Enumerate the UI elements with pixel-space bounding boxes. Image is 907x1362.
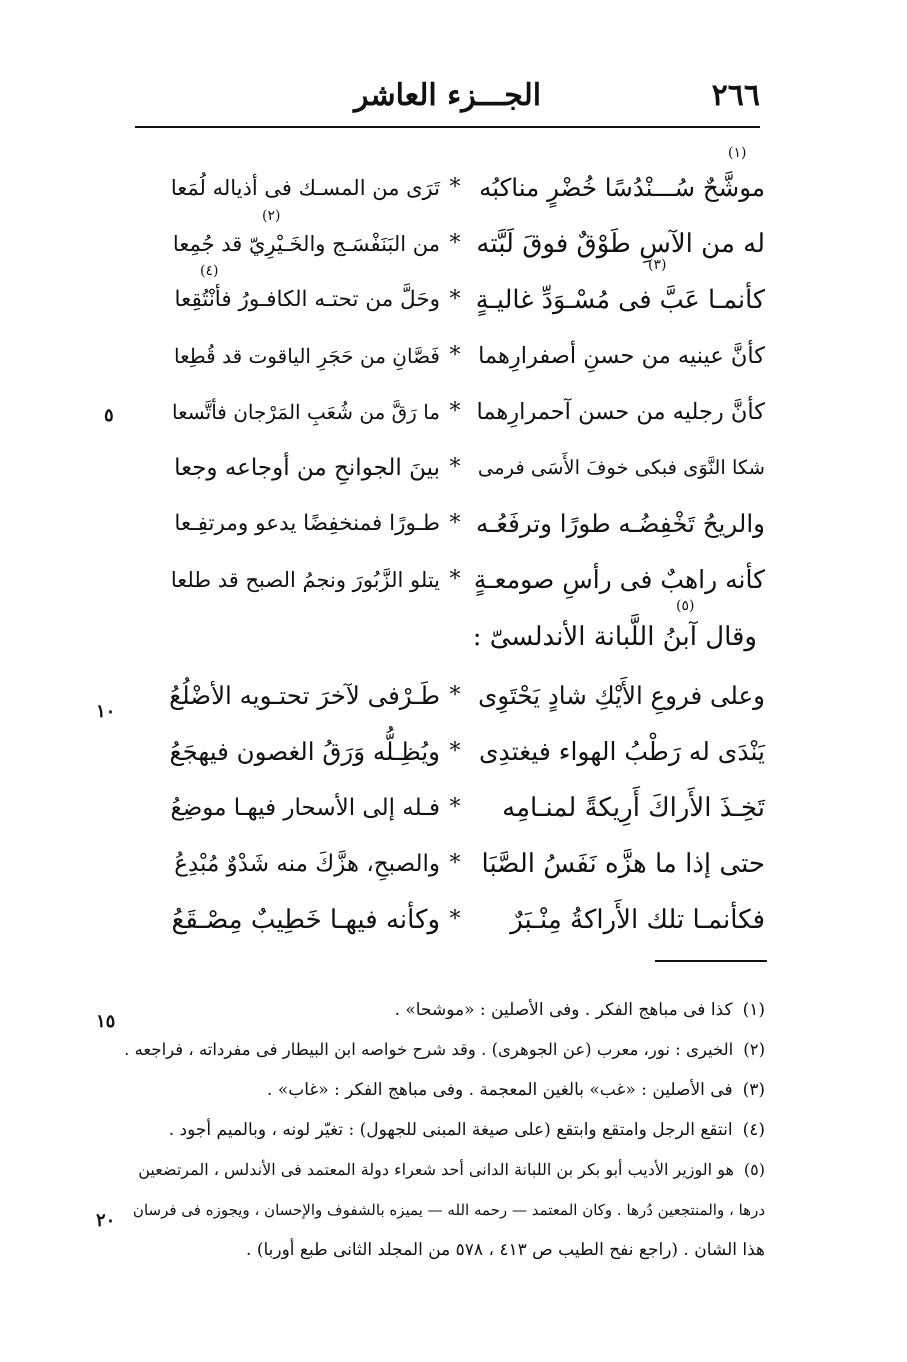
verse-line (170, 216, 765, 272)
footnotes (125, 990, 765, 1270)
verse-second-hemistich: طَـرْفى لآخرَ تحتـويه الأضْلُعُ (169, 681, 440, 710)
footnote-item (125, 990, 765, 1030)
footnote-item (125, 1150, 765, 1190)
footnote-mark-4: (٤) (200, 263, 219, 279)
line-number-margin: ٢٠ (96, 1210, 116, 1231)
footnote-number: (١) (742, 1000, 765, 1020)
hemistich-separator: * (449, 907, 461, 932)
verse-line (170, 780, 765, 836)
hemistich-separator: * (449, 455, 461, 480)
footnote-number: (٤) (742, 1120, 765, 1140)
verse-second-hemistich: وحَلَّ من تحتـه الكافـورُ فأنْتُقِعا (174, 287, 440, 312)
hemistich-separator: * (449, 567, 461, 592)
footnote-rule (655, 960, 767, 962)
hemistich-separator: * (449, 287, 461, 312)
hemistich-separator: * (449, 399, 461, 424)
verse-line (170, 892, 765, 948)
hemistich-separator: * (449, 795, 461, 820)
footnote-number: (٥) (743, 1160, 765, 1179)
verse-second-hemistich: وكأنه فيهـا خَطِيبٌ مِصْـقَعُ (171, 905, 440, 935)
verse-line (170, 440, 765, 496)
footnote-text: الخيرى : نور، معرب (عن الجوهرى) . وقد شرح خواصه ابن البيطار فى مفرداته ، فراجعه . (124, 1040, 734, 1059)
verse-first-hemistich: تَخِـذَ الأَراكَ أَرِيكةً لمنـامِه (502, 793, 765, 823)
poem-first (170, 160, 765, 608)
verse-line (170, 496, 765, 552)
verse-second-hemistich: يتلو الزَّبُورَ ونجمُ الصبح قد طلعا (170, 568, 440, 592)
footnote-number: (٢) (743, 1040, 765, 1059)
verse-first-hemistich: موشَّحٌ سُـــنْدُسًا خُضْرٍ مناكبُه (479, 173, 765, 202)
hemistich-separator: * (449, 683, 461, 708)
verse-line (170, 724, 765, 780)
footnote-mark-5: (٥) (676, 598, 695, 614)
verse-first-hemistich: وعلى فروعِ الأَيْكِ شادٍ يَحْتَوِى (478, 681, 765, 710)
verse-line (170, 384, 765, 440)
verse-second-hemistich: تَرَى من المسـك فى أذياله لُمَعا (170, 176, 440, 200)
page-number: ٢٦٦ (711, 78, 760, 113)
verse-line (170, 836, 765, 892)
footnote-mark-2: (٢) (262, 208, 281, 224)
line-number-margin: ١٥ (96, 1011, 116, 1032)
line-number-margin: ٥ (104, 405, 114, 426)
running-title: الجـــزء العاشر (353, 78, 542, 113)
line-number-margin: ١٠ (96, 701, 116, 722)
verse-second-hemistich: ويُظِـلُّه وَرَقُ الغصون فيهجَعُ (169, 737, 440, 766)
hemistich-separator: * (449, 343, 461, 368)
verse-second-hemistich: بينَ الجوانحِ من أوجاعه وجعا (174, 455, 440, 481)
footnote-text: هو الوزير الأديب أبو بكر بن اللبانة الدانى أحد شعراء دولة المعتمد فى الأندلس ، المرتضعين (138, 1160, 734, 1179)
poem-second (170, 668, 765, 948)
footnote-continuation: هذا الشان . (راجع نفح الطيب ص ٤١٣ ، ٥٧٨ من المجلد الثانى طبع أوربا) . (246, 1240, 765, 1260)
footnote-item (125, 1030, 765, 1070)
verse-first-hemistich: كأنمـا عَبَّ فى مُسْـوَدِّ غاليـةٍ (475, 285, 765, 315)
verse-line (170, 272, 765, 328)
verse-line (170, 160, 765, 216)
verse-second-hemistich: ما رَقَّ من شُعَبِ المَرْجان فأتَّسعا (172, 400, 440, 424)
verse-first-hemistich: كأنَّ رجليه من حسن آحمرارِهما (476, 399, 765, 425)
hemistich-separator: * (449, 175, 461, 200)
verse-second-hemistich: فـله إلى الأسحار فيهـا موضِعُ (170, 795, 440, 821)
verse-second-hemistich: والصبحِ، هزَّكَ منه شَدْوٌ مُبْدِعُ (174, 851, 440, 877)
running-header (135, 70, 760, 120)
footnote-text: كذا فى مباهج الفكر . وفى الأصلين : «موشحا» . (394, 1000, 733, 1020)
verse-first-hemistich: فكأنمـا تلك الأَراكةُ مِنْـبَرٌ (510, 905, 765, 935)
footnote-text: انتقع الرجل وامتقع وابتقع (على صيغة المبنى للجهول) : تغيّر لونه ، وبالميم أجود . (168, 1120, 733, 1140)
header-rule (135, 126, 760, 128)
verse-first-hemistich: يَنْدَى له رَطْبُ الهواء فيغتدِى (478, 737, 765, 766)
footnote-mark-3: (٣) (648, 257, 667, 273)
poem-intro: وقال آبنُ اللَّبانة الأندلسىّ : (472, 622, 757, 652)
verse-first-hemistich: حتى إذا ما هزَّه نَفَسُ الصَّبَا (481, 849, 765, 879)
footnote-mark-1: (١) (728, 145, 747, 161)
footnote-item (125, 1070, 765, 1110)
footnote-item (125, 1110, 765, 1150)
verse-first-hemistich: له من الآسِ طَوْقٌ فوقَ لَبَّته (476, 229, 765, 259)
verse-line (170, 668, 765, 724)
verse-first-hemistich: كأنَّ عينيه من حسنِ أصفرارِهما (478, 343, 765, 369)
footnote-continuation: درها ، والمنتجعين دُرها . وكان المعتمد — رحمه الله — يميزه بالشفوف والإحسان ، ويجوزه فى فرسان (132, 1201, 765, 1219)
verse-first-hemistich: شكا النَّوَى فبكى خوفَ الأَسَى فرمى (477, 456, 765, 479)
verse-second-hemistich: من البَنَفْسَـج والخَـيْرِيّ قد جُمِعا (172, 232, 440, 256)
verse-line (170, 328, 765, 384)
hemistich-separator: * (449, 511, 461, 536)
hemistich-separator: * (449, 739, 461, 764)
hemistich-separator: * (449, 231, 461, 256)
verse-second-hemistich: طـورًا فمنخفِضًا يدعو ومرتفِـعا (174, 511, 440, 536)
hemistich-separator: * (449, 851, 461, 876)
footnote-number: (٣) (742, 1080, 765, 1100)
verse-first-hemistich: كأنه راهبٌ فى رأسِ صومعـةٍ (473, 565, 765, 594)
verse-second-hemistich: فَصَّانِ من حَجَرِ الياقوت قد قُطِعا (174, 344, 440, 368)
footnote-text: فى الأصلين : «غب» بالغين المعجمة . وفى مباهج الفكر : «غاب» . (267, 1080, 733, 1100)
verse-first-hemistich: والريحُ تَخْفِضُـه طورًا وترفَعُـه (475, 509, 765, 538)
